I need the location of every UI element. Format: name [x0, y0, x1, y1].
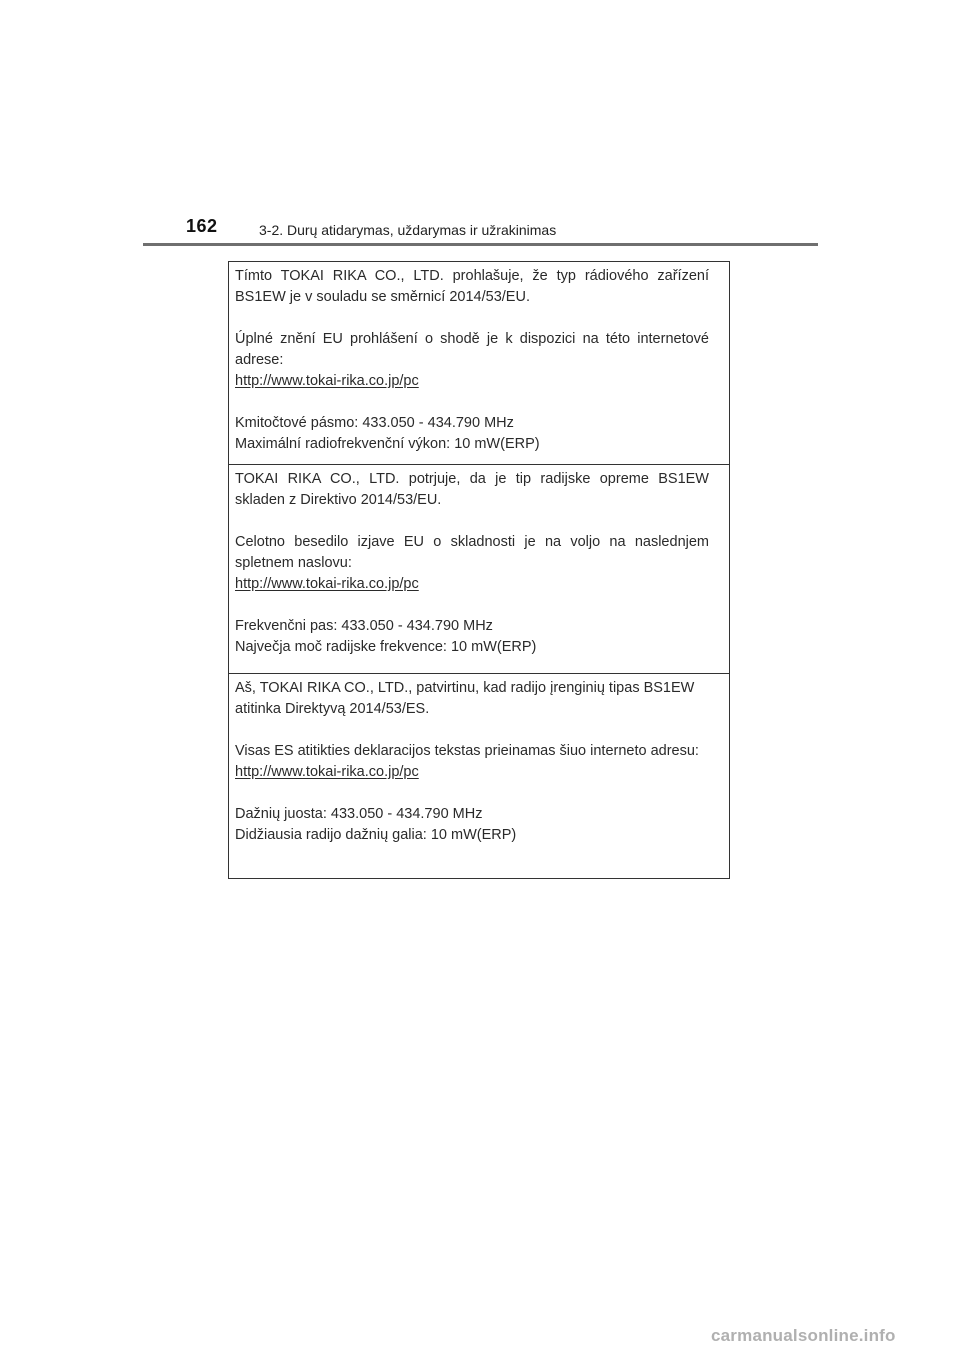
- section-title: 3-2. Durų atidarymas, uždarymas ir užrakinimas: [259, 222, 557, 238]
- page-number: 162: [186, 216, 218, 236]
- declaration-text: TOKAI RIKA CO., LTD. potrjuje, da je tip radijske opreme BS1EW skladen z Direktivo 2014/53/EU.: [235, 471, 709, 508]
- declaration-block-slovenian: [229, 465, 729, 674]
- max-power-text: Maximální radiofrekvenční výkon: 10 mW(ERP): [235, 436, 540, 452]
- radio-equipment-declaration-table: [228, 261, 730, 879]
- declaration-block-czech: [229, 262, 729, 465]
- header-divider: [143, 243, 818, 246]
- declaration-block-lithuanian: [229, 674, 729, 878]
- declaration-url-link[interactable]: http://www.tokai-rika.co.jp/pc: [235, 576, 419, 592]
- frequency-band-text: Kmitočtové pásmo: 433.050 - 434.790 MHz: [235, 415, 514, 431]
- availability-text: Visas ES atitikties deklaracijos tekstas prieinamas šiuo interneto adresu:: [235, 743, 699, 759]
- site-watermark: carmanualsonline.info: [711, 1326, 896, 1345]
- declaration-text: Tímto TOKAI RIKA CO., LTD. prohlašuje, že typ rádiového zařízení BS1EW je v souladu se směrnicí 2014/53/EU.: [235, 268, 709, 305]
- frequency-band-text: Dažnių juosta: 433.050 - 434.790 MHz: [235, 806, 483, 822]
- availability-text: Celotno besedilo izjave EU o skladnosti je na voljo na naslednjem spletnem naslovu:: [235, 534, 709, 571]
- declaration-url-link[interactable]: http://www.tokai-rika.co.jp/pc: [235, 764, 419, 780]
- max-power-text: Didžiausia radijo dažnių galia: 10 mW(ERP): [235, 827, 517, 843]
- frequency-band-text: Frekvenčni pas: 433.050 - 434.790 MHz: [235, 618, 493, 634]
- declaration-url-link[interactable]: http://www.tokai-rika.co.jp/pc: [235, 373, 419, 389]
- declaration-text: Aš, TOKAI RIKA CO., LTD., patvirtinu, kad radijo įrenginių tipas BS1EW atitinka Direktyvą 2014/53/ES.: [235, 680, 695, 717]
- availability-text: Úplné znění EU prohlášení o shodě je k dispozici na této internetové adrese:: [235, 331, 709, 368]
- max-power-text: Največja moč radijske frekvence: 10 mW(ERP): [235, 639, 537, 655]
